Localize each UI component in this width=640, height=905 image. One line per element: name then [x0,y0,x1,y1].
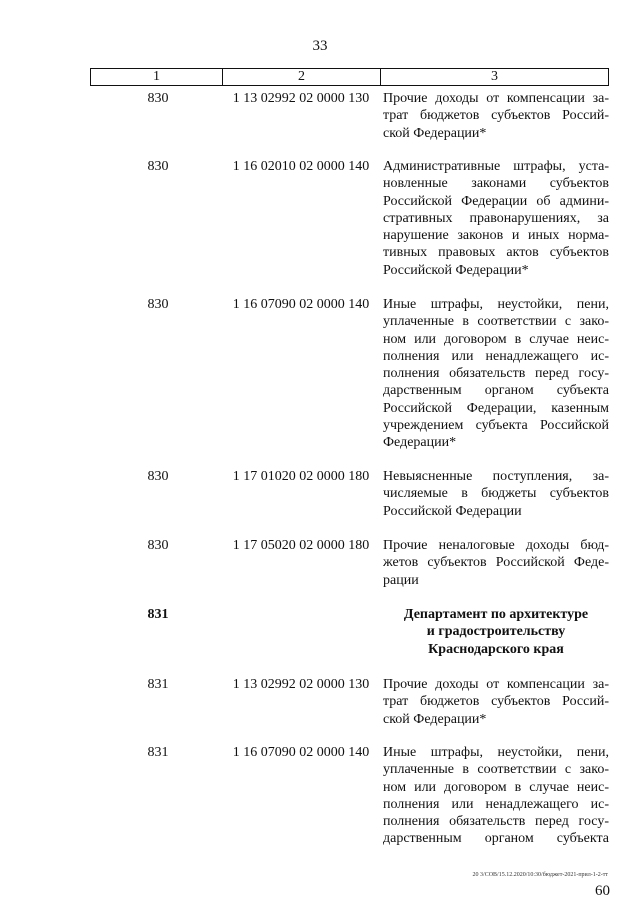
revenue-code: 1 16 02010 02 0000 140 [232,159,370,174]
revenue-description: Административные штрафы, уста- новленные законами субъектов Российской Федерации об админи- стративных правонарушениях, за нарушение законов и иных норма- тивных правовых актов субъектов Российской Федерации* [383,159,609,278]
admin-code: 830 [147,538,169,553]
header-col-2: 2 [223,69,381,86]
revenue-code: 1 13 02992 02 0000 130 [232,677,370,692]
revenue-code: 1 17 05020 02 0000 180 [232,538,370,553]
admin-code: 830 [147,297,169,312]
header-col-3: 3 [381,69,609,86]
table-header [90,68,609,86]
admin-code: 830 [147,469,169,484]
revenue-description: Иные штрафы, неустойки, пени, уплаченные в соответствии с зако- ном или договором в случае неис- полнения или ненадлежащего ис- полнения обязательств перед госу- дарственным органом субъекта Российской Федерации, казенным учреждением субъекта Российской Федерации* [383,297,609,451]
revenue-code: 1 16 07090 02 0000 140 [232,297,370,312]
revenue-code: 1 13 02992 02 0000 130 [232,91,370,106]
revenue-code: 1 17 01020 02 0000 180 [232,469,370,484]
page-number-bottom: 60 [595,883,610,899]
revenue-code: 1 16 07090 02 0000 140 [232,745,370,760]
admin-code: 830 [147,159,169,174]
revenue-description: Прочие доходы от компенсации за- трат бюджетов субъектов Россий- ской Федерации* [383,91,609,141]
admin-code: 831 [147,745,169,760]
footer-document-code: 20 3/СОВ/15.12.2020/10:30/бюджет-2021-прил-1-2-тт [472,872,608,878]
department-title: Департамент по архитектуре и градостроительству Краснодарского края [403,607,589,657]
header-col-1: 1 [91,69,223,86]
revenue-description: Прочие неналоговые доходы бюд- жетов субъектов Российской Феде- рации [383,538,609,588]
page-number-top: 33 [312,38,328,54]
revenue-description: Прочие доходы от компенсации за- трат бюджетов субъектов Россий- ской Федерации* [383,677,609,727]
admin-code: 830 [147,91,169,106]
admin-code: 831 [147,607,169,622]
revenue-description: Невыясненные поступления, за- числяемые в бюджеты субъектов Российской Федерации [383,469,609,519]
admin-code: 831 [147,677,169,692]
revenue-description: Иные штрафы, неустойки, пени, уплаченные в соответствии с зако- ном или договором в случае неис- полнения или ненадлежащего ис- полнения обязательств перед госу- дарственным органом субъекта [383,745,609,847]
